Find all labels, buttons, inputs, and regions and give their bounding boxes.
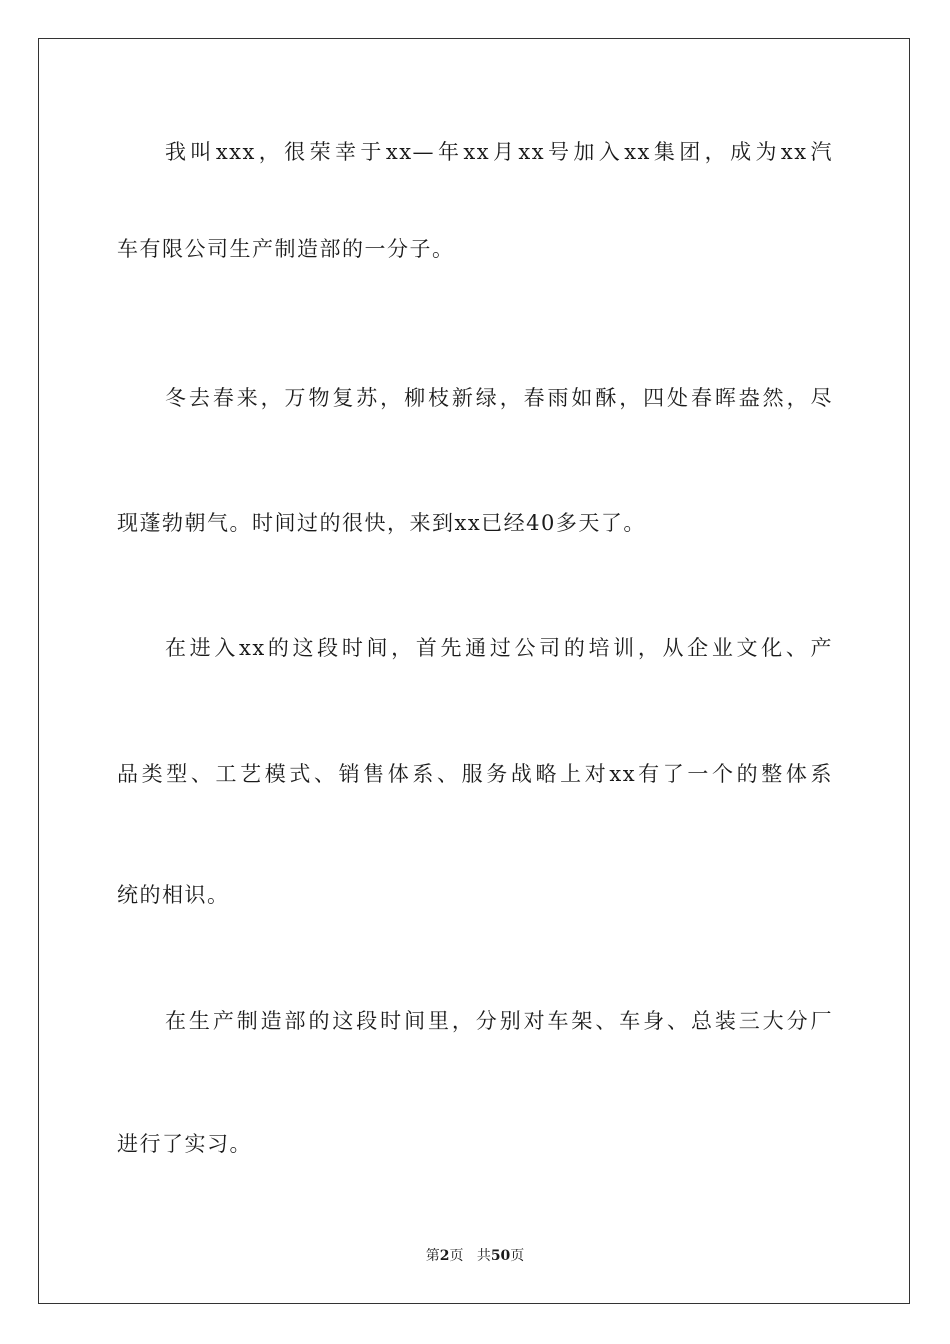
paragraph-4-line-1: 在生产制造部的这段时间里，分别对车架、车身、总装三大分厂	[165, 1009, 833, 1033]
page-prefix: 第	[425, 1248, 440, 1264]
paragraph-3-line-2: 品类型、工艺模式、销售体系、服务战略上对xx有了一个的整体系	[117, 762, 833, 786]
paragraph-3-line-3: 统的相识。	[117, 883, 230, 907]
paragraph-1-line-2: 车有限公司生产制造部的一分子。	[117, 237, 455, 261]
page-number: 2	[439, 1248, 450, 1264]
page-suffix: 页	[449, 1248, 464, 1264]
paragraph-1-line-1: 我叫xxx，很荣幸于xx—年xx月xx号加入xx集团，成为xx汽	[165, 140, 833, 164]
paragraph-3-line-1: 在进入xx的这段时间，首先通过公司的培训，从企业文化、产	[165, 636, 833, 660]
total-pages: 50	[490, 1248, 511, 1264]
paragraph-2-line-1: 冬去春来，万物复苏，柳枝新绿，春雨如酥，四处春晖盎然，尽	[165, 386, 833, 410]
paragraph-4-line-2: 进行了实习。	[117, 1132, 252, 1156]
page-footer	[0, 1246, 950, 1266]
total-suffix: 页	[510, 1248, 525, 1264]
paragraph-2-line-2: 现蓬勃朝气。时间过的很快，来到xx已经40多天了。	[117, 511, 646, 535]
page-frame	[38, 38, 910, 1304]
total-prefix: 共	[476, 1248, 491, 1264]
